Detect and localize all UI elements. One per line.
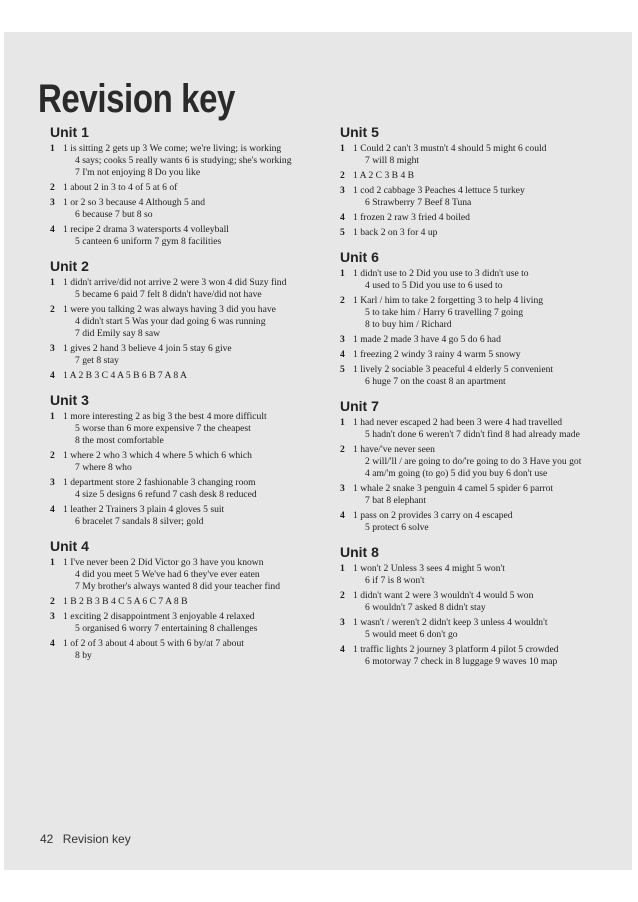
exercise-answer [50,504,320,528]
exercise-answer [340,483,602,507]
exercise-answer [50,557,320,593]
answer-line: 1 frozen 2 raw 3 fried 4 boiled [353,212,470,223]
answer-line: 1 pass on 2 provides 3 carry on 4 escaped [353,510,513,521]
exercise-answer [340,295,602,331]
exercise-number: 2 [50,596,55,607]
exercise-answer [340,268,602,292]
unit-title: Unit 5 [340,124,379,140]
unit-title: Unit 7 [340,398,379,414]
exercise-answer [340,563,602,587]
exercise-answer [340,444,602,480]
answer-line: 1 were you talking 2 was always having 3 did you have [63,304,276,315]
exercise-answer [340,185,602,209]
answer-line: 6 huge 7 on the coast 8 an apartment [365,376,506,387]
answer-line: 1 department store 2 fashionable 3 changing room [63,477,256,488]
unit-title: Unit 6 [340,249,379,265]
exercise-number: 1 [340,417,345,428]
unit-section [50,538,320,662]
exercise-answer [50,411,320,447]
answer-line: 1 didn't want 2 were 3 wouldn't 4 would 5 won [353,590,534,601]
exercise-answer [340,510,602,534]
exercise-number: 3 [50,343,55,354]
exercise-answer [340,349,602,361]
answer-line: 5 became 6 paid 7 felt 8 didn't have/did not have [75,289,262,300]
unit-section [340,249,602,388]
answer-line: 1 about 2 in 3 to 4 of 5 at 6 of [63,182,178,193]
answer-line: 4 didn't start 5 Was your dad going 6 was running [75,316,266,327]
exercise-number: 2 [340,444,345,455]
answer-line: 5 worse than 6 more expensive 7 the cheapest [75,423,251,434]
answer-line: 4 used to 5 Did you use to 6 used to [365,280,503,291]
answer-line: 1 B 2 B 3 B 4 C 5 A 6 C 7 A 8 B [63,596,188,607]
answer-line: 4 says; cooks 5 really wants 6 is studying; she's working [75,155,292,166]
answer-line: 1 whale 2 snake 3 penguin 4 camel 5 spider 6 parrot [353,483,554,494]
answer-line: 5 protect 6 solve [365,522,429,533]
exercise-number: 1 [50,557,55,568]
answer-line: 7 bat 8 elephant [365,495,427,506]
answer-line: 7 I'm not enjoying 8 Do you like [75,167,201,178]
answer-line: 6 because 7 but 8 so [75,209,153,220]
answer-line: 2 will/'ll / are going to do/'re going to do 3 Have you got [365,456,582,467]
exercise-number: 1 [340,563,345,574]
answer-line: 7 My brother's always wanted 8 did your teacher find [75,581,281,592]
answer-line: 1 or 2 so 3 because 4 Although 5 and [63,197,206,208]
page-footer [40,832,131,846]
exercise-answer [50,182,320,194]
answer-line: 1 A 2 B 3 C 4 A 5 B 6 B 7 A 8 A [63,370,187,381]
exercise-answer [340,170,602,182]
answer-line: 4 size 5 designs 6 refund 7 cash desk 8 reduced [75,489,257,500]
answer-line: 1 is sitting 2 gets up 3 We come; we're living; is working [63,143,282,154]
exercise-number: 3 [50,611,55,622]
exercise-number: 2 [50,450,55,461]
answer-line: 1 leather 2 Trainers 3 plain 4 gloves 5 suit [63,504,225,515]
exercise-answer [50,224,320,248]
exercise-number: 2 [340,170,345,181]
footer-label: Revision key [62,832,131,846]
unit-title: Unit 1 [50,124,89,140]
answer-line: 1 lively 2 sociable 3 peaceful 4 elderly 5 convenient [353,364,554,375]
answer-line: 1 didn't use to 2 Did you use to 3 didn't use to [353,268,529,279]
exercise-answer [50,343,320,367]
answer-line: 7 did Emily say 8 saw [75,328,161,339]
exercise-number: 5 [340,364,345,375]
answer-line: 5 hadn't done 6 weren't 7 didn't find 8 had already made [365,429,580,440]
exercise-number: 4 [340,212,345,223]
exercise-answer [340,227,602,239]
answer-line: 1 exciting 2 disappointment 3 enjoyable 4 relaxed [63,611,255,622]
exercise-answer [340,364,602,388]
answer-line: 1 won't 2 Unless 3 sees 4 might 5 won't [353,563,505,574]
unit-title: Unit 4 [50,538,89,554]
exercise-number: 1 [50,143,55,154]
answer-line: 1 recipe 2 drama 3 watersports 4 volleyball [63,224,229,235]
exercise-answer [50,197,320,221]
answer-line: 1 gives 2 hand 3 believe 4 join 5 stay 6 give [63,343,232,354]
exercise-answer [340,644,602,668]
answer-line: 6 if 7 is 8 won't [365,575,425,586]
answer-line: 8 the most comfortable [75,435,164,446]
answer-line: 4 did you meet 5 We've had 6 they've ever eaten [75,569,260,580]
exercise-number: 1 [50,411,55,422]
exercise-number: 3 [340,483,345,494]
exercise-number: 1 [340,268,345,279]
exercise-answer [340,590,602,614]
answer-line: 1 Could 2 can't 3 mustn't 4 should 5 might 6 could [353,143,547,154]
exercise-number: 2 [340,590,345,601]
exercise-number: 4 [340,510,345,521]
exercise-answer [50,638,320,662]
answer-line: 5 organised 6 worry 7 entertaining 8 challenges [75,623,258,634]
answer-line: 1 wasn't / weren't 2 didn't keep 3 unless 4 wouldn't [353,617,548,628]
answer-line: 1 had never escaped 2 had been 3 were 4 had travelled [353,417,563,428]
exercise-answer [50,143,320,179]
answer-line: 1 back 2 on 3 for 4 up [353,227,438,238]
exercise-answer [50,304,320,340]
answer-line: 1 where 2 who 3 which 4 where 5 which 6 which [63,450,252,461]
exercise-answer [50,596,320,608]
exercise-answer [50,611,320,635]
answer-line: 1 have/'ve never seen [353,444,435,455]
answer-line: 5 would meet 6 don't go [365,629,458,640]
exercise-number: 2 [50,182,55,193]
answer-line: 1 of 2 of 3 about 4 about 5 with 6 by/at 7 about [63,638,244,649]
unit-title: Unit 3 [50,392,89,408]
exercise-number: 3 [50,477,55,488]
exercise-number: 4 [50,224,55,235]
answer-line: 5 canteen 6 uniform 7 gym 8 facilities [75,236,222,247]
unit-section [340,544,602,668]
answer-line: 1 didn't arrive/did not arrive 2 were 3 won 4 did Suzy find [63,277,287,288]
exercise-number: 3 [50,197,55,208]
exercise-number: 2 [50,304,55,315]
answer-line: 8 by [75,650,92,661]
exercise-answer [340,417,602,441]
answer-line: 1 freezing 2 windy 3 rainy 4 warm 5 snowy [353,349,521,360]
exercise-answer [340,617,602,641]
page-number: 42 [40,832,54,846]
answer-line: 1 more interesting 2 as big 3 the best 4 more difficult [63,411,267,422]
exercise-number: 5 [340,227,345,238]
exercise-number: 3 [340,334,345,345]
answer-line: 7 get 8 stay [75,355,119,366]
answer-line: 1 made 2 made 3 have 4 go 5 do 6 had [353,334,501,345]
answer-line: 1 A 2 C 3 B 4 B [353,170,415,181]
unit-section [340,398,602,534]
answer-line: 6 motorway 7 check in 8 luggage 9 waves 10 map [365,656,558,667]
exercise-number: 3 [340,185,345,196]
exercise-answer [340,212,602,224]
exercise-number: 4 [340,644,345,655]
unit-title: Unit 8 [340,544,379,560]
unit-section [50,392,320,528]
answer-line: 7 will 8 might [365,155,420,166]
answer-line: 1 cod 2 cabbage 3 Peaches 4 lettuce 5 turkey [353,185,525,196]
answer-line: 7 where 8 who [75,462,132,473]
exercise-answer [50,277,320,301]
exercise-number: 2 [340,295,345,306]
exercise-number: 3 [340,617,345,628]
answer-line: 6 Strawberry 7 Beef 8 Tuna [365,197,472,208]
answer-line: 1 I've never been 2 Did Victor go 3 have you known [63,557,264,568]
page [4,32,632,870]
exercise-number: 1 [340,143,345,154]
exercise-answer [340,334,602,346]
unit-section [340,124,602,239]
page-title: Revision key [38,76,235,121]
exercise-answer [50,477,320,501]
answer-line: 5 to take him / Harry 6 travelling 7 going [365,307,523,318]
exercise-number: 1 [50,277,55,288]
left-column [50,124,320,672]
answer-line: 6 bracelet 7 sandals 8 silver; gold [75,516,204,527]
exercise-answer [50,450,320,474]
exercise-number: 4 [50,504,55,515]
exercise-answer [340,143,602,167]
exercise-number: 4 [50,370,55,381]
unit-section [50,124,320,248]
right-column [340,124,602,678]
answer-line: 1 traffic lights 2 journey 3 platform 4 pilot 5 crowded [353,644,559,655]
answer-line: 4 am/'m going (to go) 5 did you buy 6 don't use [365,468,548,479]
exercise-number: 4 [340,349,345,360]
exercise-number: 4 [50,638,55,649]
answer-line: 6 wouldn't 7 asked 8 didn't stay [365,602,486,613]
exercise-answer [50,370,320,382]
unit-section [50,258,320,382]
answer-line: 1 Karl / him to take 2 forgetting 3 to help 4 living [353,295,544,306]
unit-title: Unit 2 [50,258,89,274]
answer-line: 8 to buy him / Richard [365,319,452,330]
